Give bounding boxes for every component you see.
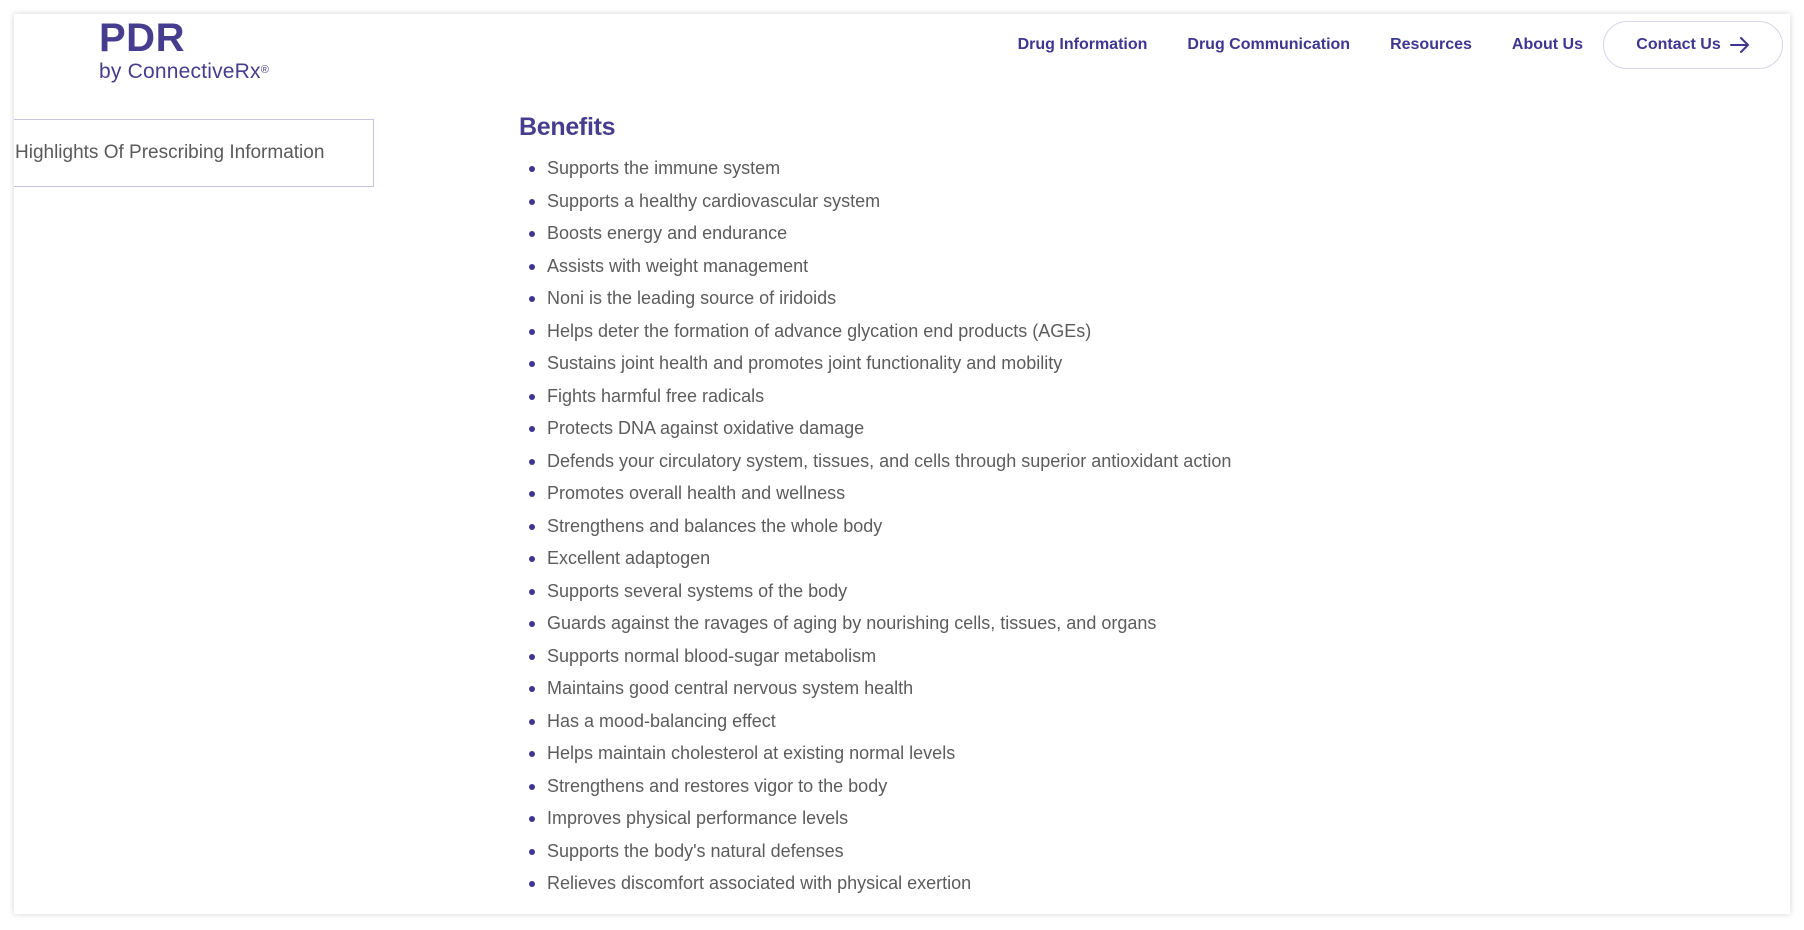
benefit-text: Relieves discomfort associated with physical exertion xyxy=(547,873,972,893)
benefit-item xyxy=(519,672,1231,705)
bullet-dot xyxy=(529,719,535,725)
bullet-dot xyxy=(529,784,535,790)
benefit-text: Sustains joint health and promotes joint functionality and mobility xyxy=(547,353,1063,373)
bullet-dot xyxy=(529,589,535,595)
nav-drug-information[interactable]: Drug Information xyxy=(1017,36,1148,53)
benefit-text: Fights harmful free radicals xyxy=(547,385,765,406)
benefit-text: Maintains good central nervous system health xyxy=(547,678,914,698)
benefit-item xyxy=(519,315,1231,348)
bullet-dot xyxy=(529,361,535,367)
benefit-item xyxy=(519,282,1231,315)
benefit-text: Excellent adaptogen xyxy=(547,548,711,568)
benefit-text: Supports the body's natural defenses xyxy=(547,840,844,861)
benefits-heading: Benefits xyxy=(519,113,616,141)
benefits-list xyxy=(519,152,1231,900)
benefit-item xyxy=(519,152,1231,185)
bullet-dot xyxy=(529,394,535,400)
benefit-item xyxy=(519,575,1231,608)
contact-us-label: Contact Us xyxy=(1636,36,1721,53)
nav-resources[interactable]: Resources xyxy=(1390,36,1472,53)
bullet-dot xyxy=(529,459,535,465)
benefit-item xyxy=(519,607,1231,640)
benefit-text: Supports normal blood-sugar metabolism xyxy=(547,645,877,666)
benefit-item xyxy=(519,445,1231,478)
benefit-item xyxy=(519,770,1231,803)
bullet-dot xyxy=(529,296,535,302)
benefit-text: Protects DNA against oxidative damage xyxy=(547,418,865,438)
benefit-item xyxy=(519,250,1231,283)
bullet-dot xyxy=(529,426,535,432)
logo-sub-label: by ConnectiveRx xyxy=(99,60,261,83)
nav-drug-communication[interactable]: Drug Communication xyxy=(1187,36,1351,53)
benefit-text: Has a mood-balancing effect xyxy=(547,710,776,731)
bullet-dot xyxy=(529,816,535,822)
bullet-dot xyxy=(529,556,535,562)
logo-main-text: PDR xyxy=(99,16,185,60)
benefit-item xyxy=(519,737,1231,770)
benefit-item xyxy=(519,835,1231,868)
benefit-text: Helps maintain cholesterol at existing normal levels xyxy=(547,743,956,763)
bullet-dot xyxy=(529,621,535,627)
page-frame xyxy=(14,14,1790,914)
benefit-item xyxy=(519,217,1231,250)
bullet-dot xyxy=(529,686,535,692)
benefit-text: Supports several systems of the body xyxy=(547,580,848,601)
bullet-dot xyxy=(529,264,535,270)
benefit-text: Strengthens and restores vigor to the body xyxy=(547,775,888,796)
bullet-dot xyxy=(529,751,535,757)
arrow-right-icon xyxy=(1730,37,1750,53)
benefit-item xyxy=(519,802,1231,835)
benefit-item xyxy=(519,867,1231,900)
sidebar-highlights-link[interactable]: Highlights Of Prescribing Information xyxy=(14,119,374,187)
bullet-dot xyxy=(529,524,535,530)
benefit-item xyxy=(519,705,1231,738)
benefit-item xyxy=(519,185,1231,218)
pdr-logo[interactable] xyxy=(99,16,269,84)
benefit-text: Noni is the leading source of iridoids xyxy=(547,288,837,308)
bullet-dot xyxy=(529,329,535,335)
benefit-item xyxy=(519,640,1231,673)
benefits-section xyxy=(519,110,1231,900)
registered-mark: ® xyxy=(260,64,270,76)
bullet-dot xyxy=(529,166,535,172)
benefit-item xyxy=(519,510,1231,543)
benefit-item xyxy=(519,347,1231,380)
benefit-text: Assists with weight management xyxy=(547,255,809,276)
bullet-dot xyxy=(529,231,535,237)
benefit-text: Helps deter the formation of advance glycation end products (AGEs) xyxy=(547,320,1092,341)
benefit-text: Guards against the ravages of aging by nourishing cells, tissues, and organs xyxy=(547,613,1157,633)
benefit-item xyxy=(519,412,1231,445)
contact-us-button[interactable] xyxy=(1603,21,1783,69)
bullet-dot xyxy=(529,881,535,887)
benefit-item xyxy=(519,380,1231,413)
main-nav xyxy=(978,21,1783,69)
benefit-text: Defends your circulatory system, tissues, and cells through superior antioxidant action xyxy=(547,450,1232,471)
benefit-text: Boosts energy and endurance xyxy=(547,223,788,243)
bullet-dot xyxy=(529,849,535,855)
benefit-text: Supports the immune system xyxy=(547,158,781,178)
benefit-item xyxy=(519,477,1231,510)
benefit-text: Promotes overall health and wellness xyxy=(547,483,846,503)
benefit-item xyxy=(519,542,1231,575)
bullet-dot xyxy=(529,199,535,205)
benefit-text: Improves physical performance levels xyxy=(547,808,849,828)
bullet-dot xyxy=(529,491,535,497)
logo-sub-text xyxy=(99,60,269,84)
benefit-text: Supports a healthy cardiovascular system xyxy=(547,190,881,211)
nav-about-us[interactable]: About Us xyxy=(1511,36,1583,53)
bullet-dot xyxy=(529,654,535,660)
benefit-text: Strengthens and balances the whole body xyxy=(547,515,883,536)
